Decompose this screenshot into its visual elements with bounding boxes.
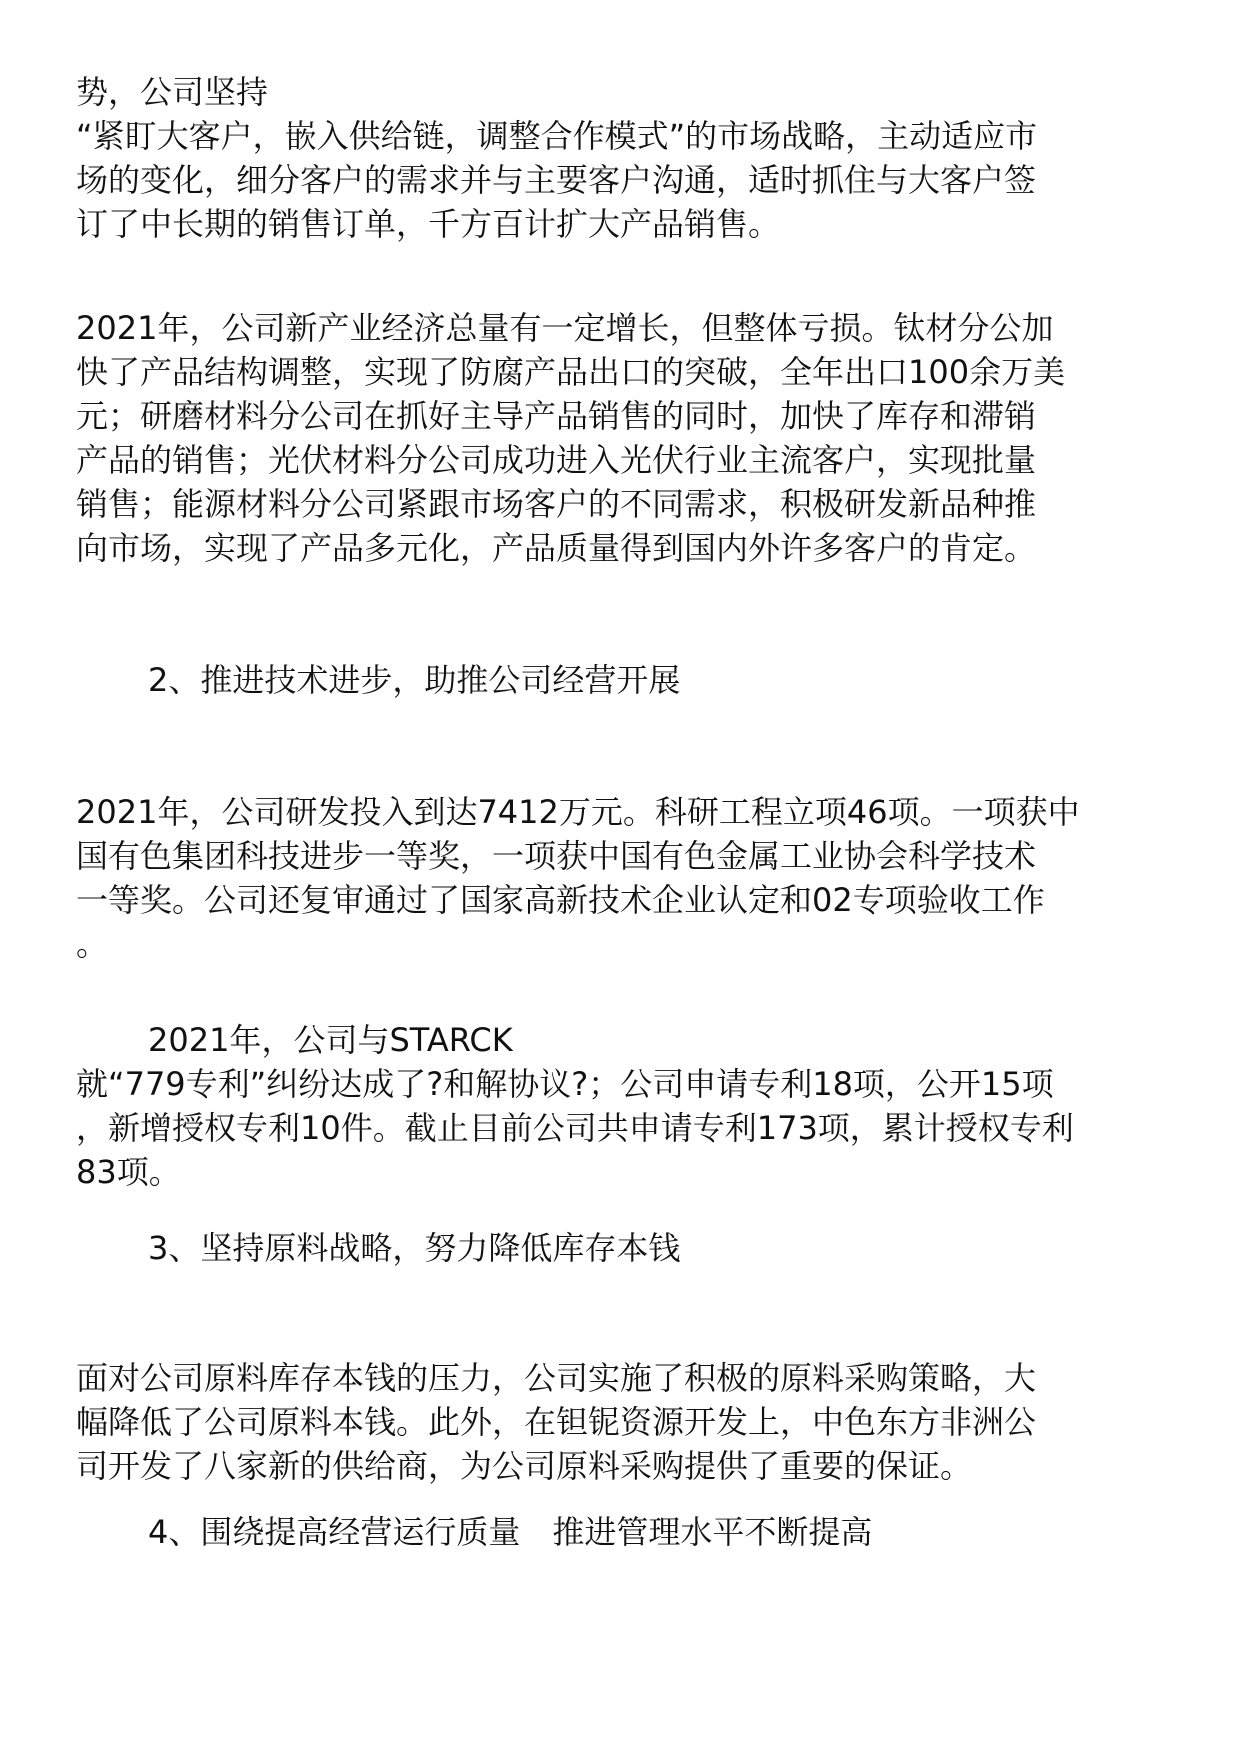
text-line: 幅降低了公司原料本钱。此外，在钽铌资源开发上，中色东方非洲公 (76, 1403, 1037, 1441)
text-line: 销售；能源材料分公司紧跟市场客户的不同需求，积极研发新品种推 (76, 485, 1037, 523)
text-line: 产品的销售；光伏材料分公司成功进入光伏行业主流客户，实现批量 (76, 441, 1037, 479)
text-line: 国有色集团科技进步一等奖，一项获中国有色金属工业协会科学技术 (76, 837, 1037, 875)
text-line: 元；研磨材料分公司在抓好主导产品销售的同时，加快了库存和滞销 (76, 397, 1037, 435)
section-heading-2 (76, 658, 1241, 702)
text-line: 一等奖。公司还复审通过了国家高新技术企业认定和02专项验收工作 (76, 881, 1045, 919)
paragraph-raw-materials (76, 1356, 1176, 1488)
heading-text: 2、推进技术进步，助推公司经营开展 (148, 661, 681, 699)
paragraph-new-industry (76, 306, 1176, 570)
paragraph-market-strategy (76, 70, 1176, 246)
text-line: 快了产品结构调整，实现了防腐产品出口的突破，全年出口100余万美 (76, 353, 1066, 391)
text-line: 2021年，公司研发投入到达7412万元。科研工程立项46项。一项获中 (76, 793, 1080, 831)
text-line: 面对公司原料库存本钱的压力，公司实施了积极的原料采购策略，大 (76, 1359, 1037, 1397)
section-heading-4 (76, 1510, 1241, 1554)
text-line: 2021年，公司新产业经济总量有一定增长，但整体亏损。钛材分公加 (76, 309, 1054, 347)
text-line: 场的变化，细分客户的需求并与主要客户沟通，适时抓住与大客户签 (76, 161, 1037, 199)
text-line: 司开发了八家新的供给商，为公司原料采购提供了重要的保证。 (76, 1447, 973, 1485)
heading-text: 3、坚持原料战略，努力降低库存本钱 (148, 1229, 681, 1267)
text-line: 。 (76, 925, 109, 963)
paragraph-research (76, 790, 1176, 966)
text-line: ，新增授权专利10件。截止目前公司共申请专利173项，累计授权专利 (76, 1109, 1074, 1147)
paragraph-patents (76, 1018, 1176, 1194)
heading-text: 4、围绕提高经营运行质量 推进管理水平不断提高 (148, 1513, 873, 1551)
text-line: 83项。 (76, 1153, 181, 1191)
text-line: 2021年，公司与STARCK (148, 1021, 513, 1059)
text-line: 订了中长期的销售订单，千方百计扩大产品销售。 (76, 205, 781, 243)
text-line: 势，公司坚持 (76, 73, 269, 111)
section-heading-3 (76, 1226, 1241, 1270)
text-line: 向市场，实现了产品多元化，产品质量得到国内外许多客户的肯定。 (76, 529, 1037, 567)
text-line: 就“779专利”纠纷达成了?和解协议?；公司申请专利18项，公开15项 (76, 1065, 1054, 1103)
text-line: “紧盯大客户，嵌入供给链，调整合作模式”的市场战略，主动适应市 (76, 117, 1038, 155)
